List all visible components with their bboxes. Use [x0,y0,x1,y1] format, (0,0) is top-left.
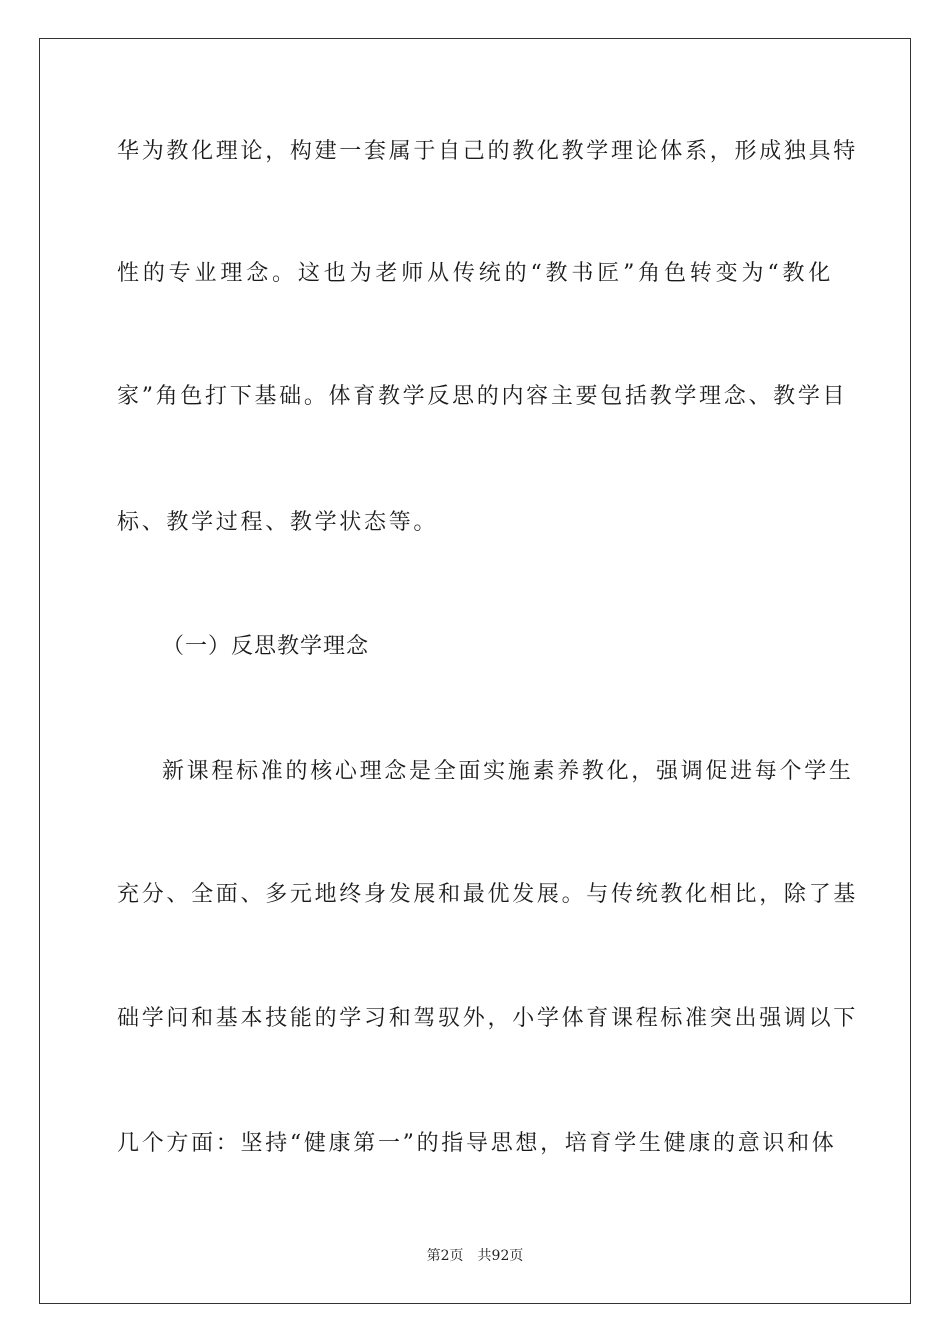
body-line-4: 标、教学过程、教学状态等。 [117,510,439,535]
page-frame [39,38,911,1304]
page-footer [0,1246,950,1266]
paragraph-line-3: 础学问和基本技能的学习和驾驭外，小学体育课程标准突出强调以下 [117,1006,859,1031]
paragraph-line-1: 新课程标准的核心理念是全面实施素养教化，强调促进每个学生 [162,759,854,784]
paragraph-line-4: 几个方面：坚持“健康第一”的指导思想，培育学生健康的意识和体 [117,1131,837,1156]
page-total: 共92页 [477,1248,524,1264]
body-line-3: 家”角色打下基础。体育教学反思的内容主要包括教学理念、教学目 [117,384,848,409]
page-number: 第2页 [426,1248,464,1264]
body-line-1: 华为教化理论，构建一套属于自己的教化教学理论体系，形成独具特 [117,139,859,164]
section-heading: （一）反思教学理念 [162,634,370,659]
body-line-2: 性的专业理念。这也为老师从传统的“教书匠”角色转变为“教化 [117,261,833,286]
paragraph-line-2: 充分、全面、多元地终身发展和最优发展。与传统教化相比，除了基 [117,882,859,907]
